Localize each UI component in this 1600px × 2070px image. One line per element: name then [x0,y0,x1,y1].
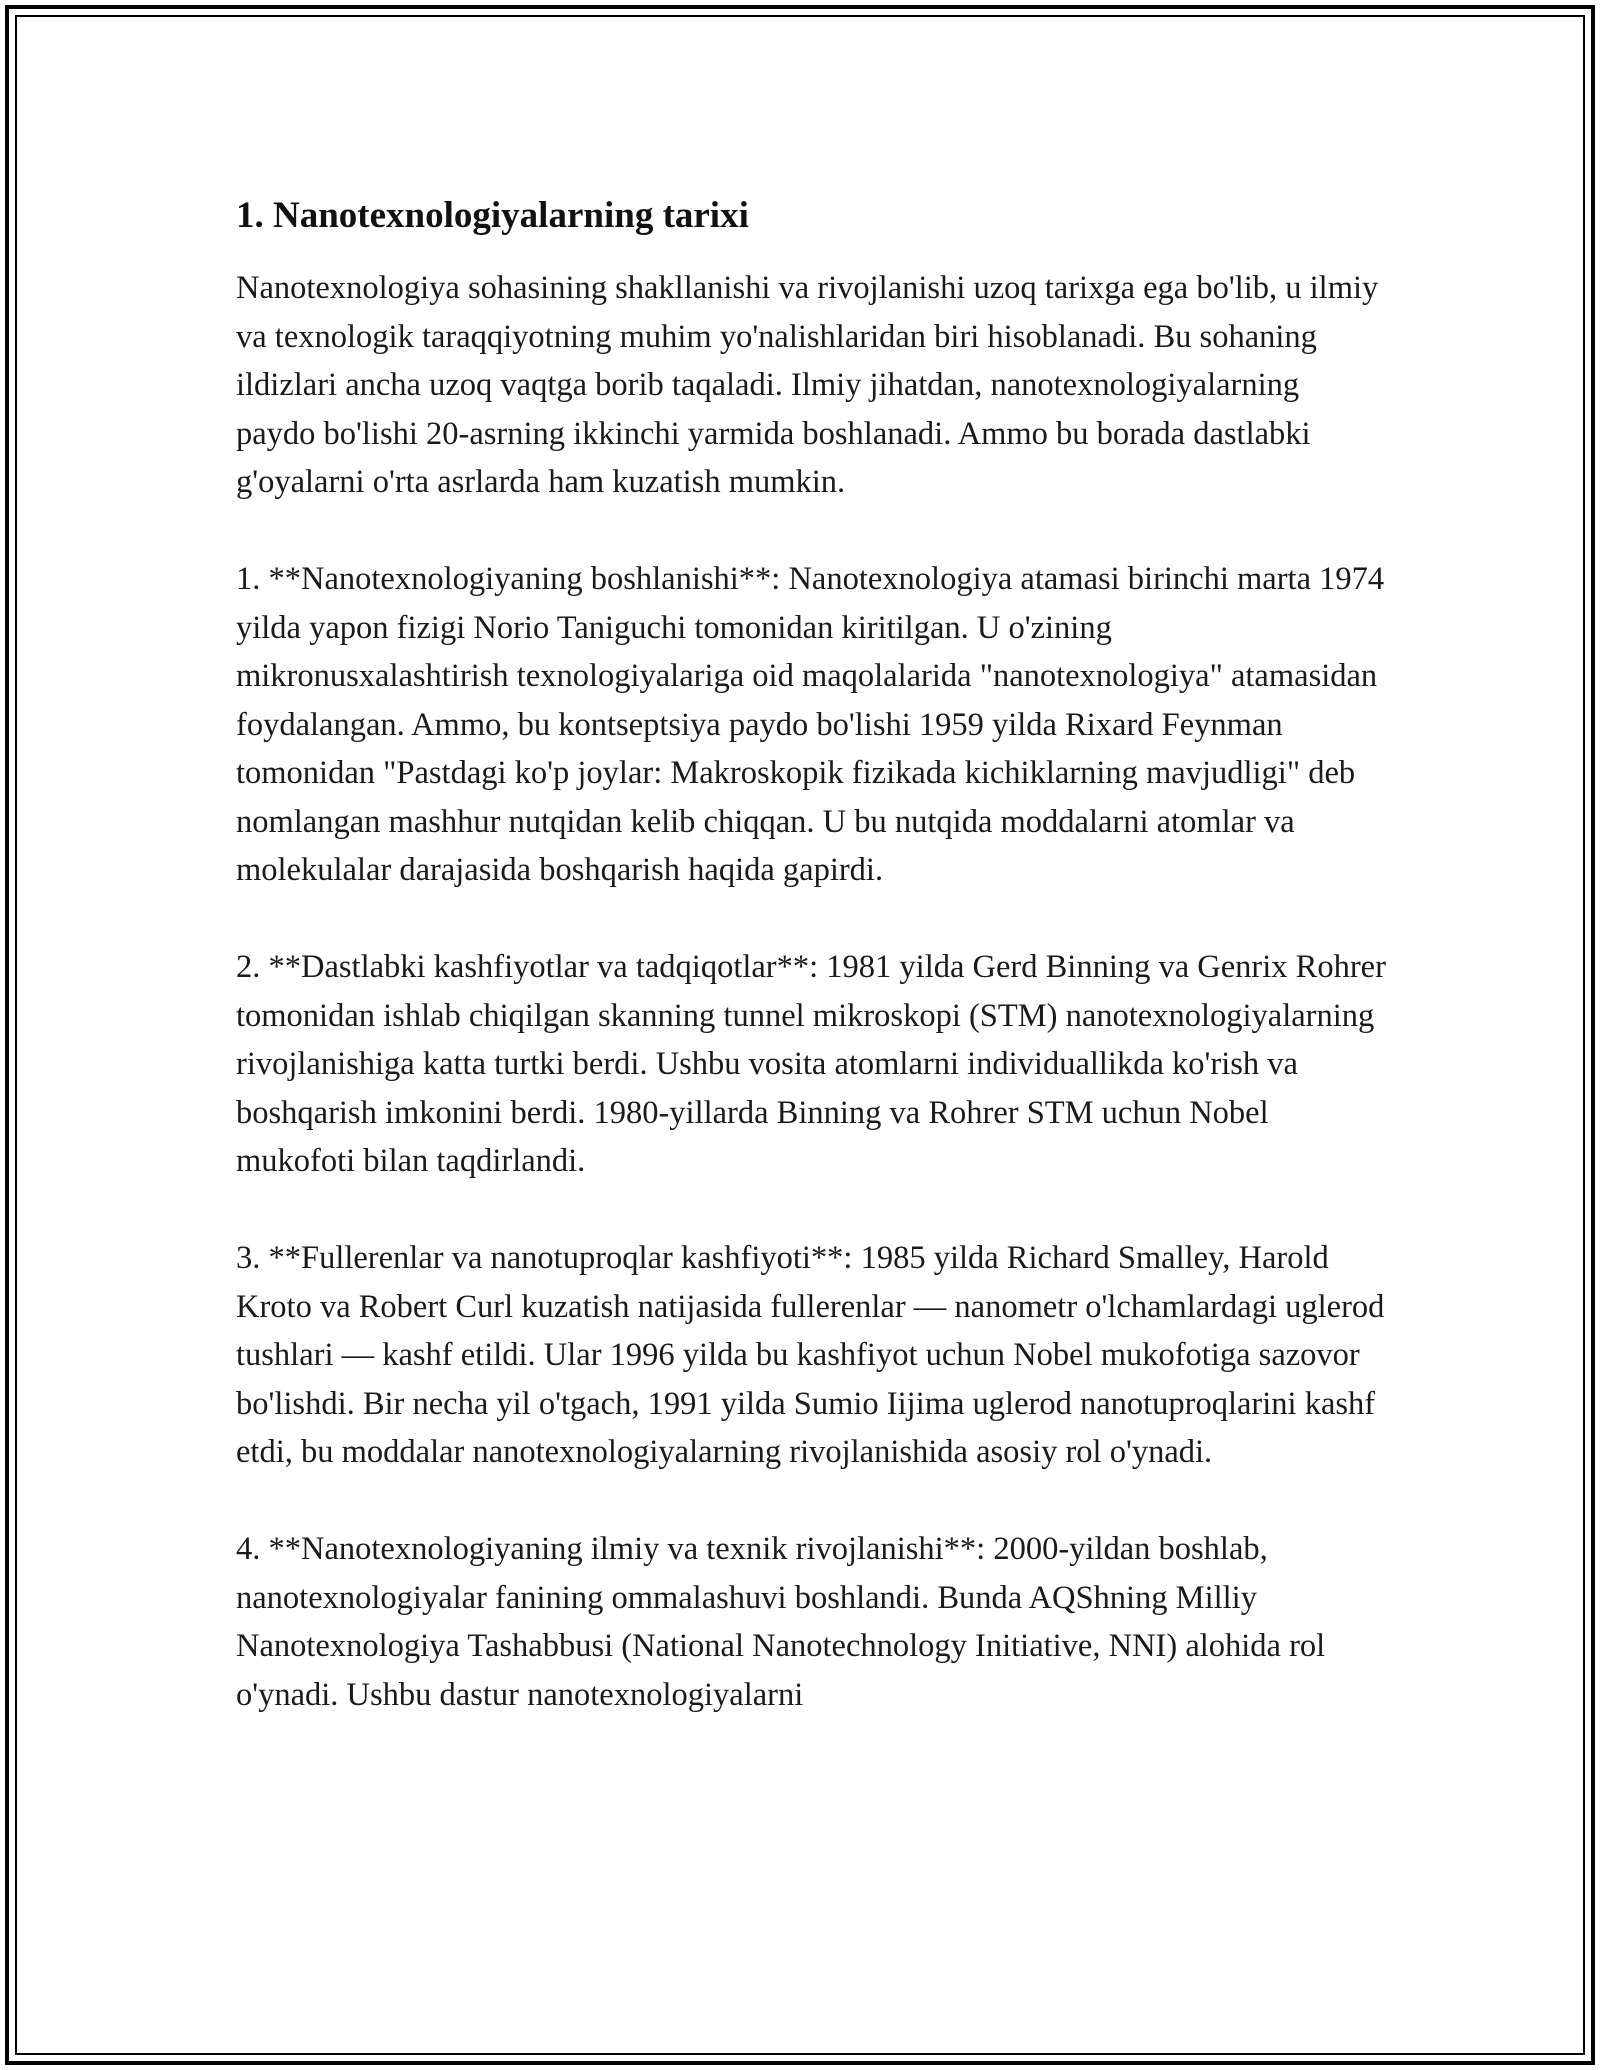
document-body [236,186,1386,1768]
paragraph-item-1: 1. **Nanotexnologiyaning boshlanishi**: Nanotexnologiya atamasi birinchi marta 1974 yilda yapon fizigi Norio Taniguchi tomonidan kiritilgan. U o'zining mikronusxalashtirish texnologiyalariga oid maqolalarida "nanotexnologiya" atamasidan foydalangan. Ammo, bu kontseptsiya paydo bo'lishi 1959 yilda Rixard Feynman tomonidan "Pastdagi ko'p joylar: Makroskopik fizikada kichiklarning mavjudligi" deb nomlangan mashhur nutqidan kelib chiqqan. U bu nutqida moddalarni atomlar va molekulalar darajasida boshqarish haqida gapirdi. [236,561,1385,888]
section-title: 1. Nanotexnologiyalarning tarixi [236,195,749,236]
paragraph-item-4: 4. **Nanotexnologiyaning ilmiy va texnik rivojlanishi**: 2000-yildan boshlab, nanotexnologiyalar fanining ommalashuvi boshlandi. Bunda AQShning Milliy Nanotexnologiya Tashabbusi (National Nanotechnology Initiative, NNI) alohida rol o'ynadi. Ushbu dastur nanotexnologiyalarni [236,1531,1326,1713]
paragraph-item-3: 3. **Fullerenlar va nanotuproqlar kashfiyoti**: 1985 yilda Richard Smalley, Harold Kroto va Robert Curl kuzatish natijasida fullerenlar — nanometr o'lchamlardagi uglerod tushlari — kashf etildi. Ular 1996 yilda bu kashfiyot uchun Nobel mukofotiga sazovor bo'lishdi. Bir necha yil o'tgach, 1991 yilda Sumio Iijima uglerod nanotuproqlarini kashf etdi, bu moddalar nanotexnologiyalarning rivojlanishida asosiy rol o'ynadi. [236,1240,1385,1470]
paragraph-item-2: 2. **Dastlabki kashfiyotlar va tadqiqotlar**: 1981 yilda Gerd Binning va Genrix Rohrer tomonidan ishlab chiqilgan skanning tunnel mikroskopi (STM) nanotexnologiyalarning rivojlanishiga katta turtki berdi. Ushbu vosita atomlarni individuallikda ko'rish va boshqarish imkonini berdi. 1980-yillarda Binning va Rohrer STM uchun Nobel mukofoti bilan taqdirlandi. [236,949,1386,1179]
paragraph-intro: Nanotexnologiya sohasining shakllanishi va rivojlanishi uzoq tarixga ega bo'lib, u ilmiy va texnologik taraqqiyotning muhim yo'nalishlaridan biri hisoblanadi. Bu sohaning ildizlari ancha uzoq vaqtga borib taqaladi. Ilmiy jihatdan, nanotexnologiyalarning paydo bo'lishi 20-asrning ikkinchi yarmida boshlanadi. Ammo bu borada dastlabki g'oyalarni o'rta asrlarda ham kuzatish mumkin. [236,270,1379,500]
